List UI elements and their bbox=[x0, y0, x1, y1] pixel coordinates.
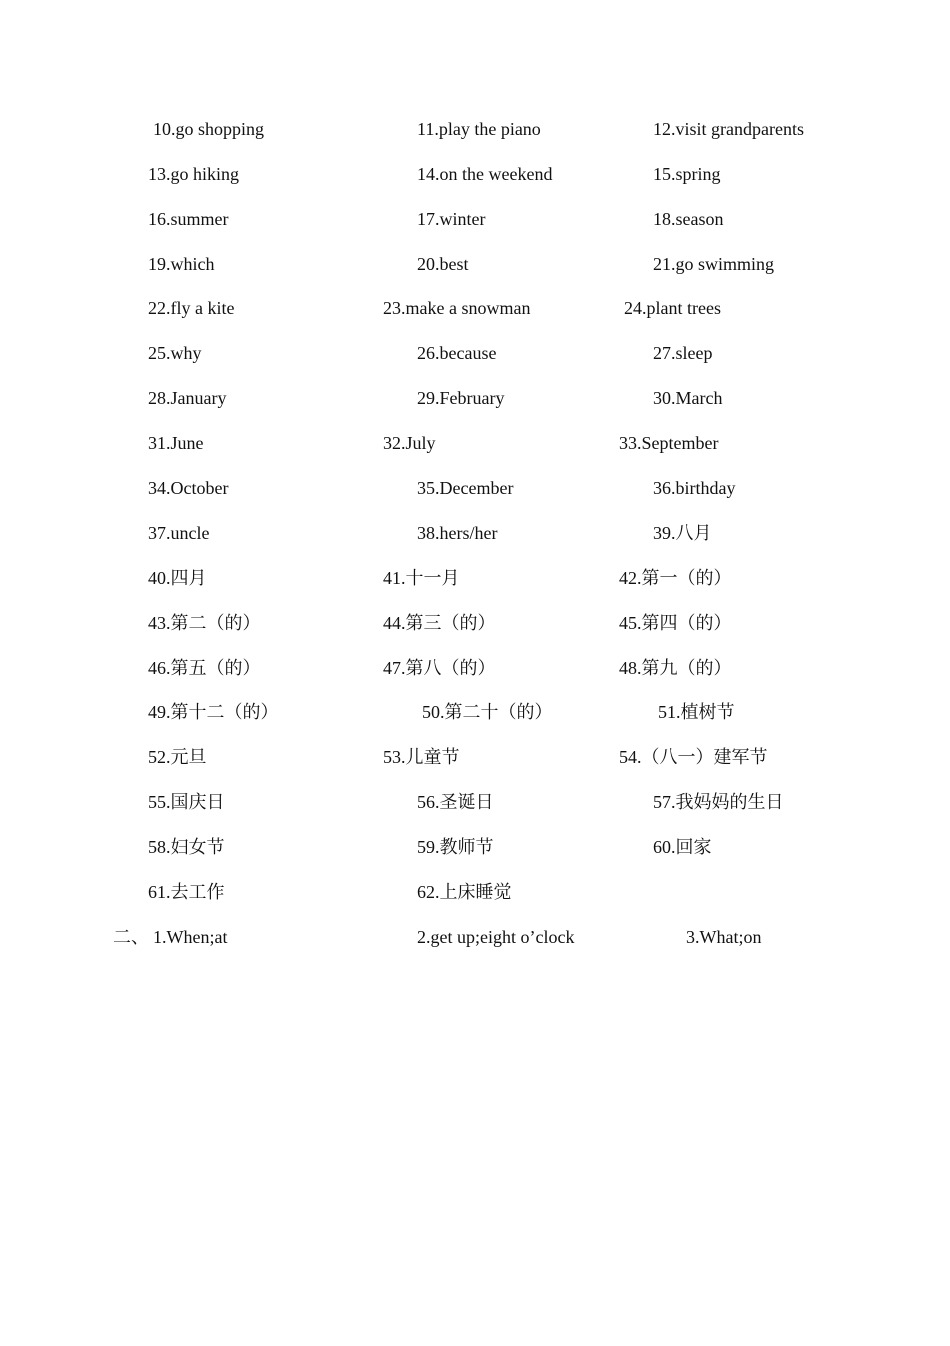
answer-item: 55.国庆日 bbox=[148, 792, 225, 812]
answer-item: 60.回家 bbox=[653, 837, 712, 857]
answer-item: 10.go shopping bbox=[153, 119, 265, 139]
answer-item: 40.四月 bbox=[148, 568, 207, 588]
answer-item: 38.hers/her bbox=[417, 523, 498, 543]
answer-item: 32.July bbox=[383, 433, 436, 453]
answer-item: 11.play the piano bbox=[417, 119, 541, 139]
section-2-item: 1.When;at bbox=[153, 927, 228, 947]
answer-item: 35.December bbox=[417, 478, 514, 498]
section-2-heading: 二、 bbox=[113, 927, 149, 947]
answer-item: 30.March bbox=[653, 388, 723, 408]
answer-item: 53.儿童节 bbox=[383, 747, 460, 767]
answer-item: 26.because bbox=[417, 343, 497, 363]
answer-item: 61.去工作 bbox=[148, 882, 225, 902]
answer-item: 31.June bbox=[148, 433, 204, 453]
answer-item: 27.sleep bbox=[653, 343, 713, 363]
answer-item: 57.我妈妈的生日 bbox=[653, 792, 784, 812]
answer-item: 36.birthday bbox=[653, 478, 736, 498]
answer-item: 37.uncle bbox=[148, 523, 210, 543]
answer-item: 44.第三（的） bbox=[383, 613, 496, 633]
answer-item: 39.八月 bbox=[653, 523, 712, 543]
answer-item: 41.十一月 bbox=[383, 568, 460, 588]
answer-item: 42.第一（的） bbox=[619, 568, 732, 588]
answer-item: 13.go hiking bbox=[148, 164, 240, 184]
answer-item: 17.winter bbox=[417, 209, 486, 229]
answer-item: 48.第九（的） bbox=[619, 658, 732, 678]
answer-item: 12.visit grandparents bbox=[653, 119, 804, 139]
answer-item: 21.go swimming bbox=[653, 254, 775, 274]
answer-item: 19.which bbox=[148, 254, 215, 274]
answer-item: 56.圣诞日 bbox=[417, 792, 494, 812]
answer-item: 20.best bbox=[417, 254, 469, 274]
answer-item: 29.February bbox=[417, 388, 505, 408]
answer-item: 24.plant trees bbox=[624, 298, 721, 318]
answer-item: 18.season bbox=[653, 209, 724, 229]
answer-item: 62.上床睡觉 bbox=[417, 882, 512, 902]
answer-item: 51.植树节 bbox=[658, 702, 735, 722]
section-2-item: 2.get up;eight o’clock bbox=[417, 927, 575, 947]
answer-item: 15.spring bbox=[653, 164, 721, 184]
answer-item: 14.on the weekend bbox=[417, 164, 553, 184]
answer-item: 22.fly a kite bbox=[148, 298, 235, 318]
answer-item: 43.第二（的） bbox=[148, 613, 261, 633]
answer-item: 16.summer bbox=[148, 209, 229, 229]
answer-item: 33.September bbox=[619, 433, 719, 453]
answer-item: 58.妇女节 bbox=[148, 837, 225, 857]
answer-item: 54.（八一）建军节 bbox=[619, 747, 768, 767]
answer-item: 52.元旦 bbox=[148, 747, 207, 767]
answer-item: 50.第二十（的） bbox=[422, 702, 553, 722]
answer-item: 46.第五（的） bbox=[148, 658, 261, 678]
answer-item: 59.教师节 bbox=[417, 837, 494, 857]
answer-item: 28.January bbox=[148, 388, 227, 408]
answer-item: 45.第四（的） bbox=[619, 613, 732, 633]
answer-item: 34.October bbox=[148, 478, 229, 498]
answer-item: 47.第八（的） bbox=[383, 658, 496, 678]
answer-item: 25.why bbox=[148, 343, 202, 363]
section-2-item: 3.What;on bbox=[686, 927, 762, 947]
answer-item: 49.第十二（的） bbox=[148, 702, 279, 722]
answer-item: 23.make a snowman bbox=[383, 298, 531, 318]
